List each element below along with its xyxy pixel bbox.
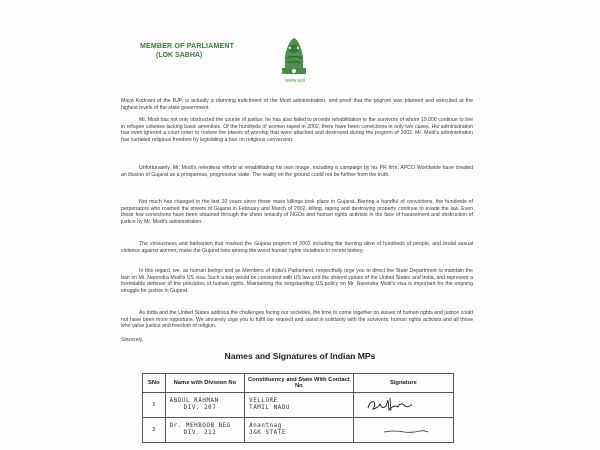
letterhead-subtitle: (LOK SABHA) [156,52,203,59]
table-header-row [143,374,454,393]
row-constituency [245,393,354,418]
emblem-motto: सत्यमेव जयते [285,78,305,83]
paragraph-2: Mr. Modi has not only obstructed the course of justice, he has also failed to provide rehabilitation to the survivors of whom 19,000 continue to live in refugee colonies lacking basic amenities. Of the hundreds of women raped in 2002, there have been convictions in only two cases. His administration has even ignored a court order to restore the places of worship that were attacked and destroyed during the pogrom of 2002. Mr. Modi's administration has curtailed religious freedom by legislating a ban on religious conversion. [121,117,473,143]
row-sno: 2 [143,418,166,443]
paragraph-4: Not much has changed in the last 10 years since those mass killings took place in Gujarat. Barring a handful of convictions, the hundreds of perpetrators who roamed the streets of Gujarat in February and March of 2002, killing, raping and destroying property continue to evade the law. Even these few convictions have been obtained through the sheer tenacity of NGOs and human rights activists in the face of harassment and obstruction of justice by Mr. Modi's administration. [121,199,473,225]
paragraph-1: Maya Kodnani of the BJP, is actually a damning indictment of the Modi administration, and proof that the pogrom was planned and executed at the highest levels of the state government. [121,98,473,111]
handwritten-signature-icon [364,424,434,436]
handwritten-signature-icon [364,396,424,414]
paragraph-7: As India and the United States address the challenges facing our societies, the time to come together on issues of human rights and justice could not have been more opportune. We sincerely urge you to fulfil our request and stand in solidarity with the survivors, human rights activists and all those who value justice and freedom of religion. [121,310,473,330]
mp-state: J&K STATE [249,430,286,436]
mp-division: DIV. 207 [183,405,217,411]
national-emblem-icon [276,28,312,80]
mp-state: TAMIL NADU [249,405,291,411]
header-name: Name with Division No [165,374,244,393]
signatures-table [142,373,454,443]
row-signature [353,418,453,443]
row-signature [353,393,453,418]
closing-salutation: Sincerely, [121,337,144,343]
mp-constituency: VELLORE [249,398,278,404]
header-signature: Signature [353,374,453,393]
row-constituency [245,418,354,443]
header-constituency: Constituency and State With Contact No [245,374,354,393]
paragraph-3: Unfortunately, Mr. Modi's relentless efforts at rehabilitating his own image, including a campaign by his PR firm, APCO Worldwide have created an illusion of Gujarat as a prosperous, progressive state. The reality on the ground could not be further from the truth. [121,165,473,178]
table-row [143,418,454,443]
letterhead-title: MEMBER OF PARLIAMENT [140,43,235,50]
paragraph-6: In this regard, we, as human beings and as Members of India's Parliament, respectfully urge you to direct the State Department to maintain the ban on Mr. Narendra Modi's US visa. Such a ban would be consistent with US law and the shared values of the United States and India, and represent a formidable defense of the principles of human rights. Maintaining the longstanding US policy on Mr. Narendra Modi's visa is important for the ongoing struggle for justice in Gujarat. [121,268,473,294]
mp-name: ABDUL RAHMAN [169,398,219,404]
mp-name: Dr. MEHBOOB BEG [169,423,231,429]
header-sno: SNo [143,374,166,393]
signatures-title: Names and Signatures of Indian MPs [224,351,376,361]
row-name [165,393,244,418]
mp-division: DIV. 212 [183,430,217,436]
row-sno: 1 [143,393,166,418]
table-row [143,393,454,418]
mp-constituency: Anantnag [249,423,282,429]
paragraph-5: The viciousness and barbarism that marked the Gujarat pogrom of 2002 including the burning alive of hundreds of people, and brutal sexual violence against women, make the Gujarat riots among the worst human rights violations in recent history. [121,241,473,254]
row-name [165,418,244,443]
